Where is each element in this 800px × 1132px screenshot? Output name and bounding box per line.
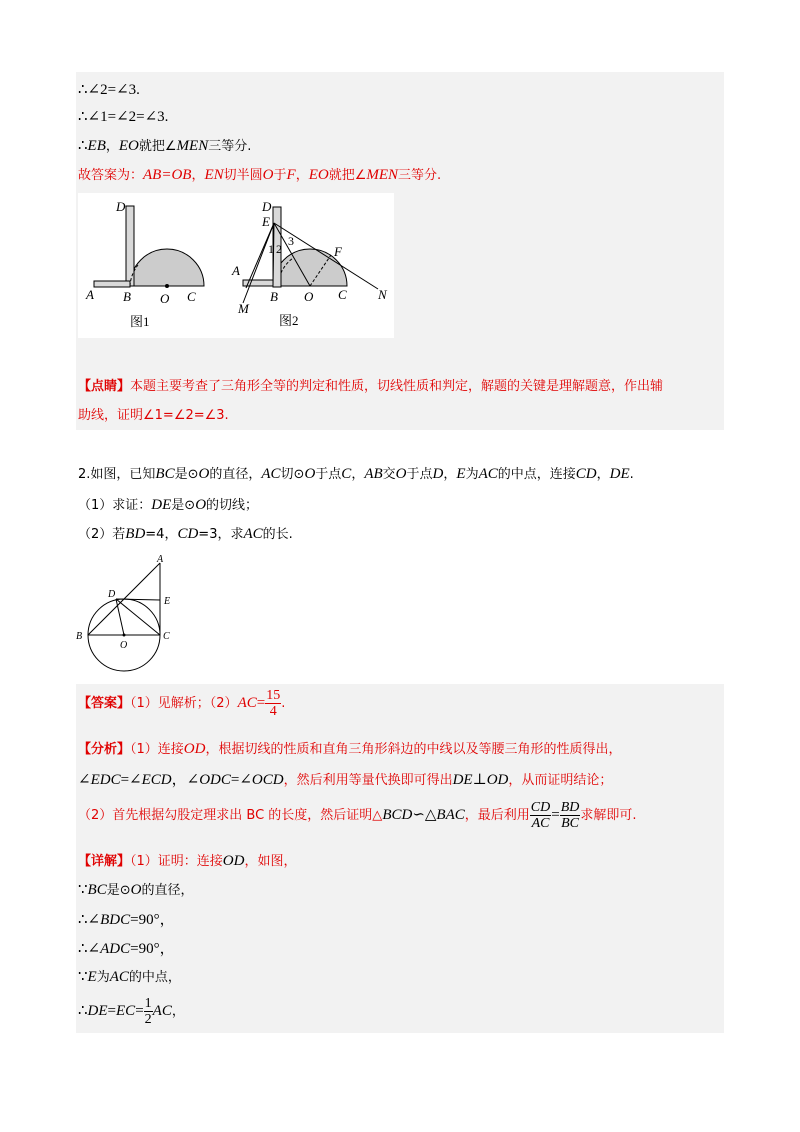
fig2-label-B: B [270,289,278,304]
detail-line4: ∴∠ADC=90°， [78,941,175,957]
comment-line2: 助线，证明∠1=∠2=∠3. [78,408,229,423]
fig2-label-F: F [334,244,342,259]
fig2-label-D: D [262,199,272,214]
detail-line3: ∴∠BDC=90°， [78,912,175,928]
answer-line: 【答案】（1）见解析；（2）AC= $\frac{15}{4}$ . [78,688,286,719]
answer-fraction: $\frac{15}{4}$ [266,688,281,719]
fig2-label-E: E [262,214,270,229]
fig1-label-D: D [116,199,126,214]
fig2-label-3: 3 [288,234,294,248]
detail-fraction-half: $\frac{1}{2}$ [144,996,152,1027]
figures-1-2 [78,193,394,338]
fig3-label-C: C [163,631,170,642]
step-angle2-eq-angle3: ∴∠2=∠3. [78,82,140,98]
figure-3 [74,553,186,673]
fig2-label-N: N [378,287,387,302]
problem2-q1: （1）求证：DE是⊙O的切线； [78,497,259,513]
fig2-label-1: 1 [268,242,274,256]
fig2-label-M: M [238,301,249,316]
fig2-label-A: A [232,263,240,278]
fig1-label-A: A [86,287,94,302]
fig1-label-B: B [123,289,131,304]
fig3-label-O: O [120,640,128,651]
problem2-stem: 2.如图，已知BC是⊙O的直径，AC切⊙O于点C，AB交O于点D，E为AC的中点，连接CD，DE. [78,466,634,482]
fig2-caption: 图2 [279,313,299,328]
comment-line1: 【点睛】本题主要考查了三角形全等的判定和性质，切线性质和判定，解题的关键是理解题意，作出辅 [78,379,664,394]
analysis-fraction-bd-bc: $\frac{BD}{BC}$ [560,800,580,831]
problem2-q2: （2）若BD=4，CD=3，求AC的长. [78,526,293,542]
fig3-label-E: E [164,596,171,607]
detail-line2: ∵BC是⊙O的直径， [78,882,194,898]
analysis-line3: （2）首先根据勾股定理求出 BC 的长度，然后证明△BCD∽△BAC，最后利用 $\frac{CD}{AC}$ = $\frac{BD}{BC}$ 求解即可. [78,800,637,831]
detail-line5: ∵E为AC的中点， [78,969,181,985]
fig1-label-C: C [187,289,196,304]
fig2-label-O: O [304,289,314,304]
fig3-label-A: A [157,554,164,565]
comment-label: 【点睛】 [78,379,131,394]
analysis-line2: ∠EDC=∠ECD，∠ODC=∠OCD，然后利用等量代换即可得出DE⊥OD，从而证明结论； [78,772,613,788]
fig1-label-O: O [160,291,170,306]
detail-line1: 【详解】（1）证明：连接OD，如图， [78,853,297,869]
analysis-line1: 【分析】（1）连接OD，根据切线的性质和直角三角形斜边的中线以及等腰三角形的性质得出， [78,741,622,757]
analysis-fraction-cd-ac: $\frac{CD}{AC}$ [530,800,551,831]
answer-summary: 故答案为：AB=OB，EN切半圆O于F，EO就把∠MEN三等分. [78,167,442,183]
fig1-caption: 图1 [130,314,150,329]
fig2-label-2: 2 [276,242,282,256]
step-trisect: ∴EB，EO就把∠MEN三等分. [78,138,252,154]
step-angles-equal: ∴∠1=∠2=∠3. [78,109,169,125]
fig3-label-B: B [76,631,83,642]
fig3-label-D: D [108,589,116,600]
detail-line6: ∴DE=EC= $\frac{1}{2}$ AC， [78,996,185,1027]
fig2-label-C: C [338,287,347,302]
